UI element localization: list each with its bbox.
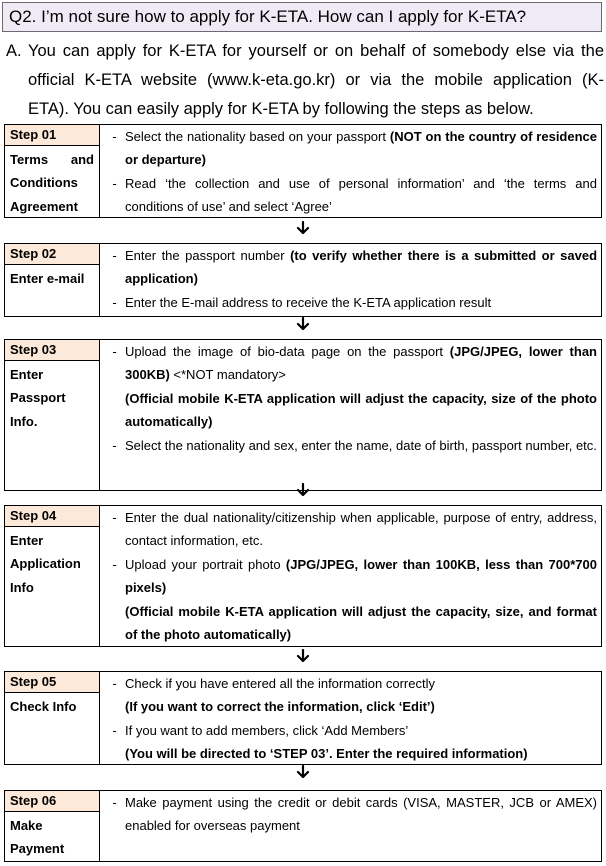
answer-line: official K-ETA website (www.k-eta.go.kr) or via the mobile application (K- bbox=[28, 71, 604, 89]
bullet-dash: - bbox=[112, 129, 117, 144]
step-title-line: Make bbox=[10, 818, 43, 833]
step-box bbox=[4, 243, 602, 317]
step-instructions bbox=[100, 244, 601, 316]
bullet-dash: - bbox=[112, 722, 117, 738]
step-instructions bbox=[100, 340, 601, 490]
step-number: Step 04 bbox=[5, 506, 99, 527]
answer-line: You can apply for K-ETA for yourself or on behalf of somebody else via the bbox=[28, 42, 604, 60]
step-label-cell bbox=[5, 125, 100, 217]
step-title-line: Enter e-mail bbox=[10, 271, 85, 286]
instruction-item bbox=[104, 244, 597, 291]
instruction-plain-text: Upload the image of bio-data page on the passport bbox=[125, 344, 450, 359]
question-banner: Q2. I’m not sure how to apply for K-ETA. How can I apply for K-ETA? bbox=[2, 2, 602, 32]
step-title-line: Application bbox=[10, 556, 81, 572]
instruction-text bbox=[125, 244, 597, 291]
instruction-text bbox=[125, 791, 597, 838]
instruction-plain-text: Enter the E-mail address to receive the K-ETA application result bbox=[125, 294, 492, 310]
step-number: Step 06 bbox=[5, 791, 99, 812]
step-title-line: Payment bbox=[10, 841, 65, 857]
instruction-item bbox=[104, 719, 597, 766]
down-arrow-icon bbox=[296, 649, 310, 663]
instruction-item bbox=[104, 291, 597, 314]
instruction-item bbox=[104, 672, 597, 719]
step-box bbox=[4, 671, 602, 765]
down-arrow-icon bbox=[296, 317, 310, 331]
instruction-text bbox=[125, 125, 597, 172]
instruction-bold-note: (If you want to correct the information, click ‘Edit’) bbox=[125, 699, 435, 715]
instruction-text bbox=[125, 672, 597, 719]
bullet-dash: - bbox=[112, 248, 117, 263]
instruction-item bbox=[104, 125, 597, 172]
step-title-line: Enter bbox=[10, 367, 44, 382]
step-title bbox=[5, 361, 99, 433]
instruction-text bbox=[125, 506, 597, 553]
step-title bbox=[5, 693, 99, 718]
bullet-dash: - bbox=[112, 344, 117, 359]
down-arrow-icon bbox=[296, 483, 310, 497]
instruction-plain-text: If you want to add members, click ‘Add Members’ bbox=[125, 722, 409, 738]
instruction-bold-text: (JPG/JPEG, lower than 300KB) bbox=[125, 344, 597, 383]
step-title-line: Passport bbox=[10, 390, 66, 406]
down-arrow-icon bbox=[296, 221, 310, 235]
bullet-dash: - bbox=[112, 175, 117, 191]
bullet-dash: - bbox=[112, 510, 117, 525]
step-title bbox=[5, 146, 99, 218]
instruction-item bbox=[104, 506, 597, 553]
instruction-bold-note: (Official mobile K-ETA application will adjust the capacity, size, and format of the photo automatically) bbox=[125, 603, 597, 643]
instruction-text bbox=[125, 719, 597, 766]
instruction-plain-text: Check if you have entered all the information correctly bbox=[125, 676, 435, 691]
step-title-line: Terms and bbox=[10, 152, 94, 167]
step-title bbox=[5, 265, 99, 290]
step-instructions bbox=[100, 506, 601, 646]
step-label-cell bbox=[5, 791, 100, 861]
step-number: Step 02 bbox=[5, 244, 99, 265]
instruction-item bbox=[104, 434, 597, 457]
step-number: Step 01 bbox=[5, 125, 99, 146]
step-title-line: Agreement bbox=[10, 198, 78, 214]
step-label-cell bbox=[5, 244, 100, 316]
step-title-line: Info bbox=[10, 579, 34, 595]
step-title bbox=[5, 812, 99, 861]
step-label-cell bbox=[5, 340, 100, 490]
step-title-line: Check Info bbox=[10, 699, 77, 714]
instruction-plain-text: Enter the passport number bbox=[125, 248, 291, 263]
instruction-plain-text: Select the nationality and sex, enter the name, date of birth, passport number, etc. bbox=[125, 437, 597, 453]
step-instructions bbox=[100, 125, 601, 217]
bullet-dash: - bbox=[112, 795, 117, 810]
bullet-dash: - bbox=[112, 437, 117, 453]
down-arrow-icon bbox=[296, 765, 310, 779]
instruction-item bbox=[104, 340, 597, 434]
step-instructions bbox=[100, 791, 601, 861]
bullet-dash: - bbox=[112, 676, 117, 691]
instruction-text bbox=[125, 291, 597, 314]
step-number: Step 03 bbox=[5, 340, 99, 361]
step-title bbox=[5, 527, 99, 599]
step-box bbox=[4, 790, 602, 862]
bullet-dash: - bbox=[112, 556, 117, 572]
instruction-plain-text: Enter the dual nationality/citizenship when applicable, purpose of entry, address, contact information, etc. bbox=[125, 510, 597, 549]
instruction-text bbox=[125, 172, 597, 219]
instruction-bold-text: (JPG/JPEG, lower than 100KB, less than 700*700 pixels) bbox=[125, 556, 597, 596]
step-title-line: Info. bbox=[10, 413, 38, 429]
bullet-dash: - bbox=[112, 294, 117, 310]
step-label-cell bbox=[5, 506, 100, 646]
instruction-text bbox=[125, 340, 597, 434]
step-number: Step 05 bbox=[5, 672, 99, 693]
instruction-text bbox=[125, 434, 597, 457]
step-box bbox=[4, 124, 602, 218]
step-title-line: Enter bbox=[10, 533, 44, 548]
instruction-item bbox=[104, 553, 597, 647]
instruction-plain-text: Make payment using the credit or debit cards (VISA, MASTER, JCB or AMEX) enabled for overseas payment bbox=[125, 795, 597, 834]
instruction-item bbox=[104, 791, 597, 838]
instruction-bold-text: (NOT on the country of residence or departure) bbox=[125, 129, 597, 168]
answer-line: ETA). You can easily apply for K-ETA by following the steps as below. bbox=[28, 100, 534, 118]
instruction-note: <*NOT mandatory> bbox=[169, 367, 286, 383]
step-box bbox=[4, 339, 602, 491]
instruction-item bbox=[104, 172, 597, 219]
instruction-plain-text: Upload your portrait photo bbox=[125, 556, 286, 572]
answer-prefix: A. bbox=[6, 42, 22, 60]
answer-paragraph bbox=[6, 37, 604, 124]
step-label-cell bbox=[5, 672, 100, 764]
step-instructions bbox=[100, 672, 601, 764]
instruction-text bbox=[125, 553, 597, 647]
step-title-line: Conditions bbox=[10, 175, 78, 191]
instruction-bold-note: (Official mobile K-ETA application will adjust the capacity, size of the photo automatically) bbox=[125, 390, 597, 430]
instruction-bold-note: (You will be directed to ‘STEP 03’. Enter the required information) bbox=[125, 746, 528, 762]
instruction-plain-text: Select the nationality based on your passport bbox=[125, 129, 390, 144]
instruction-bold-text: (to verify whether there is a submitted or saved application) bbox=[125, 248, 598, 287]
instruction-plain-text: Read ‘the collection and use of personal information’ and ‘the terms and conditions of use’ and select ‘Agree’ bbox=[125, 175, 597, 215]
step-box bbox=[4, 505, 602, 647]
